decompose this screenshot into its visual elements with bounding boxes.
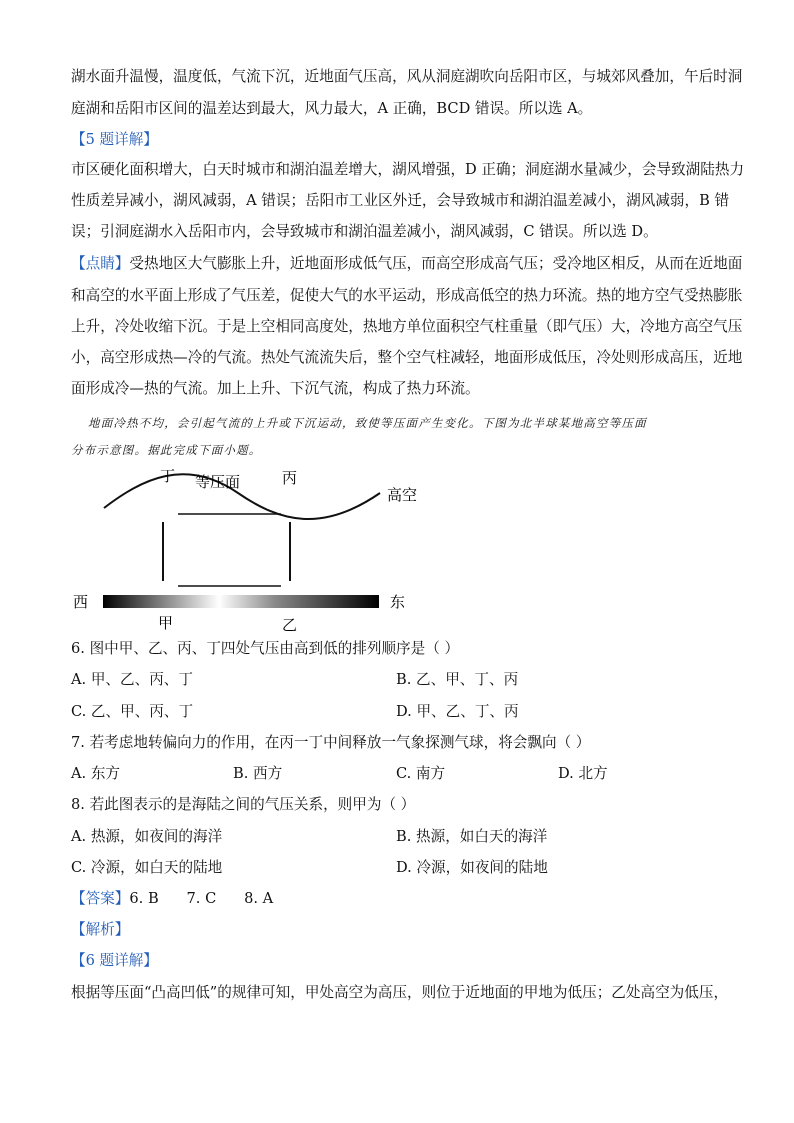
answer-line [71,889,273,909]
section-heading-q6: 【6 题详解】 [71,952,158,969]
ground-gradient-bar [103,595,379,608]
body-text-line: 性质差异减小，湖风减弱，A 错误；岳阳市工业区外迁，会导致城市和湖泊温差减小，湖风减弱，B 错 [71,192,730,209]
answer-label: 【答案】 [71,890,130,907]
q7-option-d: D. 北方 [558,765,608,782]
q6-option-a: A. 甲、乙、丙、丁 [71,671,193,688]
point-text: 受热地区大气膨胀上升，近地面形成低气压，而高空形成高气压；受冷地区相反，从而在近地面 [129,255,743,272]
q8-option-a: A. 热源，如夜间的海洋 [71,828,223,845]
q8-option-c: C. 冷源，如白天的陆地 [71,859,223,876]
analysis-label: 【解析】 [71,921,130,938]
label-jia: 甲 [158,614,174,632]
q6-option-d: D. 甲、乙、丁、丙 [396,703,519,720]
body-text-line: 面形成冷—热的气流。加上上升、下沉气流，构成了热力环流。 [71,380,480,397]
q8-option-b: B. 热源，如白天的海洋 [396,828,548,845]
body-text-line: 湖水面升温慢，温度低，气流下沉，近地面气压高，风从洞庭湖吹向岳阳市区，与城郊风叠加，午后时洞 [71,68,743,85]
body-text-line: 市区硬化面积增大，白天时城市和湖泊温差增大，湖风增强，D 正确；洞庭湖水量减少，会导致湖陆热力 [71,161,745,178]
body-text-line: 根据等压面“凸高凹低”的规律可知，甲处高空为高压，则位于近地面的甲地为低压；乙处高空为低压， [71,984,729,1001]
label-east: 东 [390,593,406,611]
label-ding: 丁 [160,467,176,485]
body-text-line: 误；引洞庭湖水入岳阳市内，会导致城市和湖泊温差减小，湖风减弱，C 错误。所以选 D。 [71,223,658,240]
q7-option-a: A. 东方 [71,765,121,782]
answer-text: 6. B 7. C 8. A [129,890,274,907]
q8-option-d: D. 冷源，如夜间的陆地 [396,859,548,876]
isobar-curve [104,474,380,519]
q7-option-c: C. 南方 [396,765,446,782]
question-6-stem: 6. 图中甲、乙、丙、丁四处气压由高到低的排列顺序是（ ） [71,640,460,657]
isobar-diagram [60,455,440,635]
body-text-line: 小，高空形成热—冷的气流。热处气流流失后，整个空气柱减轻，地面形成低压，冷处则形成高压，近地 [71,349,743,366]
label-west: 西 [73,593,89,611]
question-8-stem: 8. 若此图表示的是海陆之间的气压关系，则甲为（ ） [71,796,416,813]
body-text-line: 上升，冷处收缩下沉。于是上空相同高度处，热地方单位面积空气柱重量（即气压）大，冷地方高空气压 [71,318,743,335]
q6-option-b: B. 乙、甲、丁、丙 [396,671,519,688]
question-intro-line: 地面冷热不均，会引起气流的上升或下沉运动，致使等压面产生变化。下图为北半球某地高空等压面 [88,416,647,430]
label-isobar: 等压面 [195,473,241,491]
q6-option-c: C. 乙、甲、丙、丁 [71,703,194,720]
point-label: 【点睛】 [71,255,130,272]
body-text-line: 和高空的水平面上形成了气压差，促使大气的水平运动，形成高低空的热力环流。热的地方空气受热膨胀 [71,287,743,304]
question-7-stem: 7. 若考虑地转偏向力的作用，在丙一丁中间释放一气象探测气球，将会飘向（ ） [71,734,591,751]
label-high-altitude: 高空 [387,486,418,504]
question-intro-line: 分布示意图。据此完成下面小题。 [71,443,262,457]
label-yi: 乙 [282,616,298,634]
q7-option-b: B. 西方 [233,765,283,782]
body-text-line: 庭湖和岳阳市区间的温差达到最大，风力最大，A 正确，BCD 错误。所以选 A。 [71,100,593,117]
label-bing: 丙 [282,469,298,487]
point-first-line [71,254,742,274]
section-heading-q5: 【5 题详解】 [71,131,158,148]
